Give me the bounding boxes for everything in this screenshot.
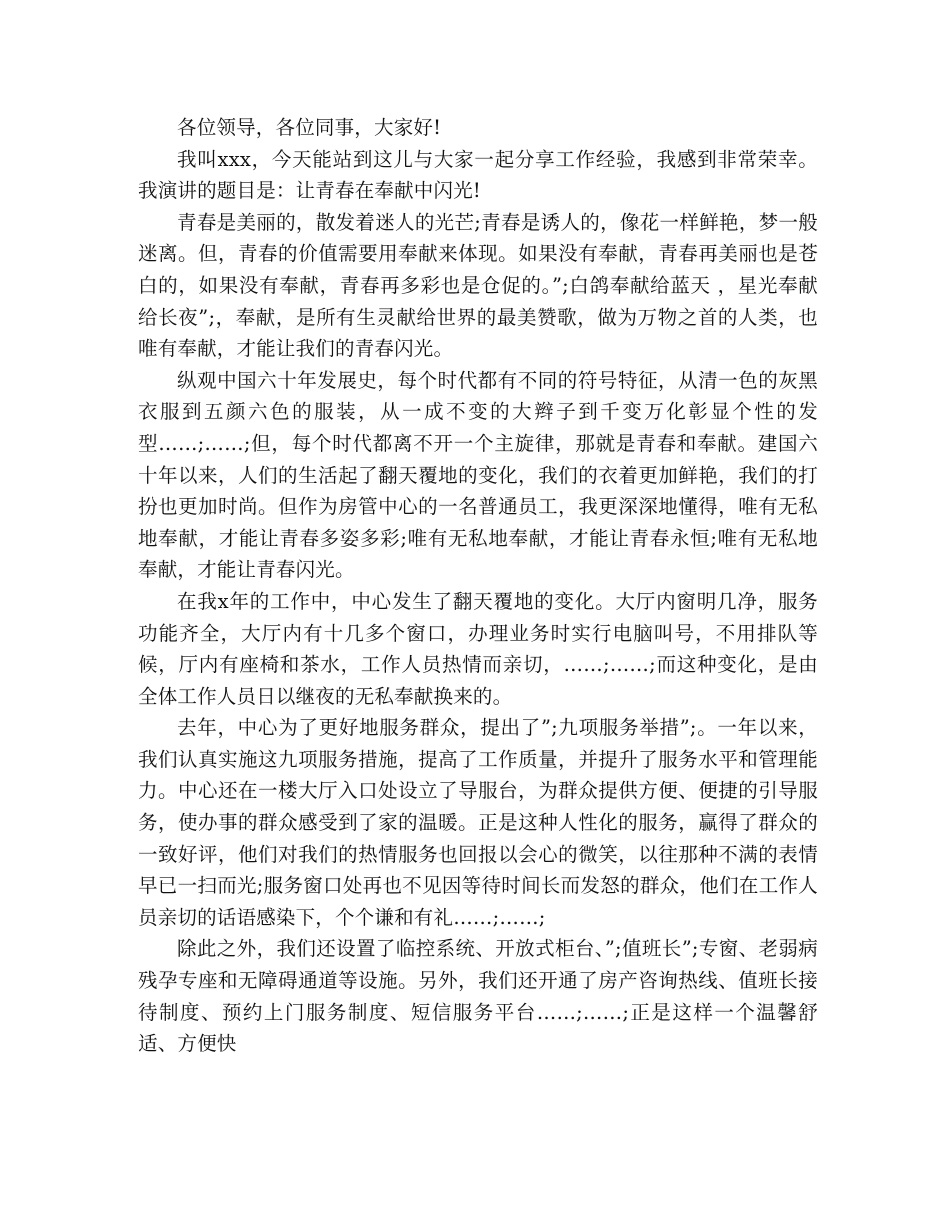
document-body [138,112,818,1060]
intro-paragraph: 我叫xxx，今天能站到这儿与大家一起分享工作经验，我感到非常荣幸。我演讲的题目是：让青春在奉献中闪光! [138,147,818,203]
youth-paragraph: 青春是美丽的，散发着迷人的光芒;青春是诱人的，像花一样鲜艳，梦一般迷离。但，青春的价值需要用奉献来体现。如果没有奉献，青春再美丽也是苍白的，如果没有奉献，青春再多彩也是仓促的。”;白鸽奉献给蓝天 ，星光奉献给长夜”;，奉献，是所有生灵献给世界的最美赞歌，做为万物之首的人类，也唯有奉献，才能让我们的青春闪光。 [138,210,818,361]
service-measures-paragraph: 去年，中心为了更好地服务群众，提出了”;九项服务举措”;。一年以来，我们认真实施这九项服务措施，提高了工作质量，并提升了服务水平和管理能力。中心还在一楼大厅入口处设立了导服台，为群众提供方便、便捷的引导服务，使办事的群众感受到了家的温暖。正是这种人性化的服务，赢得了群众的一致好评，他们对我们的热情服务也回报以会心的微笑，以往那种不满的表情早已一扫而光;服务窗口处再也不见因等待时间长而发怒的群众，他们在工作人员亲切的话语感染下，个个谦和有礼……;……; [138,716,818,929]
work-change-paragraph: 在我x年的工作中，中心发生了翻天覆地的变化。大厅内窗明几净，服务功能齐全，大厅内有十几多个窗口，办理业务时实行电脑叫号，不用排队等候，厅内有座椅和茶水，工作人员热情而亲切，……;……;而这种变化，是由全体工作人员日以继夜的无私奉献换来的。 [138,589,818,708]
history-paragraph: 纵观中国六十年发展史，每个时代都有不同的符号特征，从清一色的灰黑衣服到五颜六色的服装，从一成不变的大辫子到千变万化彰显个性的发型……;……;但，每个时代都离不开一个主旋律，那就是青春和奉献。建国六十年以来，人们的生活起了翻天覆地的变化，我们的衣着更加鲜艳，我们的打扮也更加时尚。但作为房管中心的一名普通员工，我更深深地懂得，唯有无私地奉献，才能让青春多姿多彩;唯有无私地奉献，才能让青春永恒;唯有无私地奉献，才能让青春闪光。 [138,368,818,582]
facilities-paragraph: 除此之外，我们还设置了临控系统、开放式柜台、”;值班长”;专窗、老弱病残孕专座和无障碍通道等设施。另外，我们还开通了房产咨询热线、值班长接待制度、预约上门服务制度、短信服务平台……;……;正是这样一个温馨舒适、方便快 [138,937,818,1056]
greeting-paragraph: 各位领导，各位同事，大家好! [177,116,442,139]
